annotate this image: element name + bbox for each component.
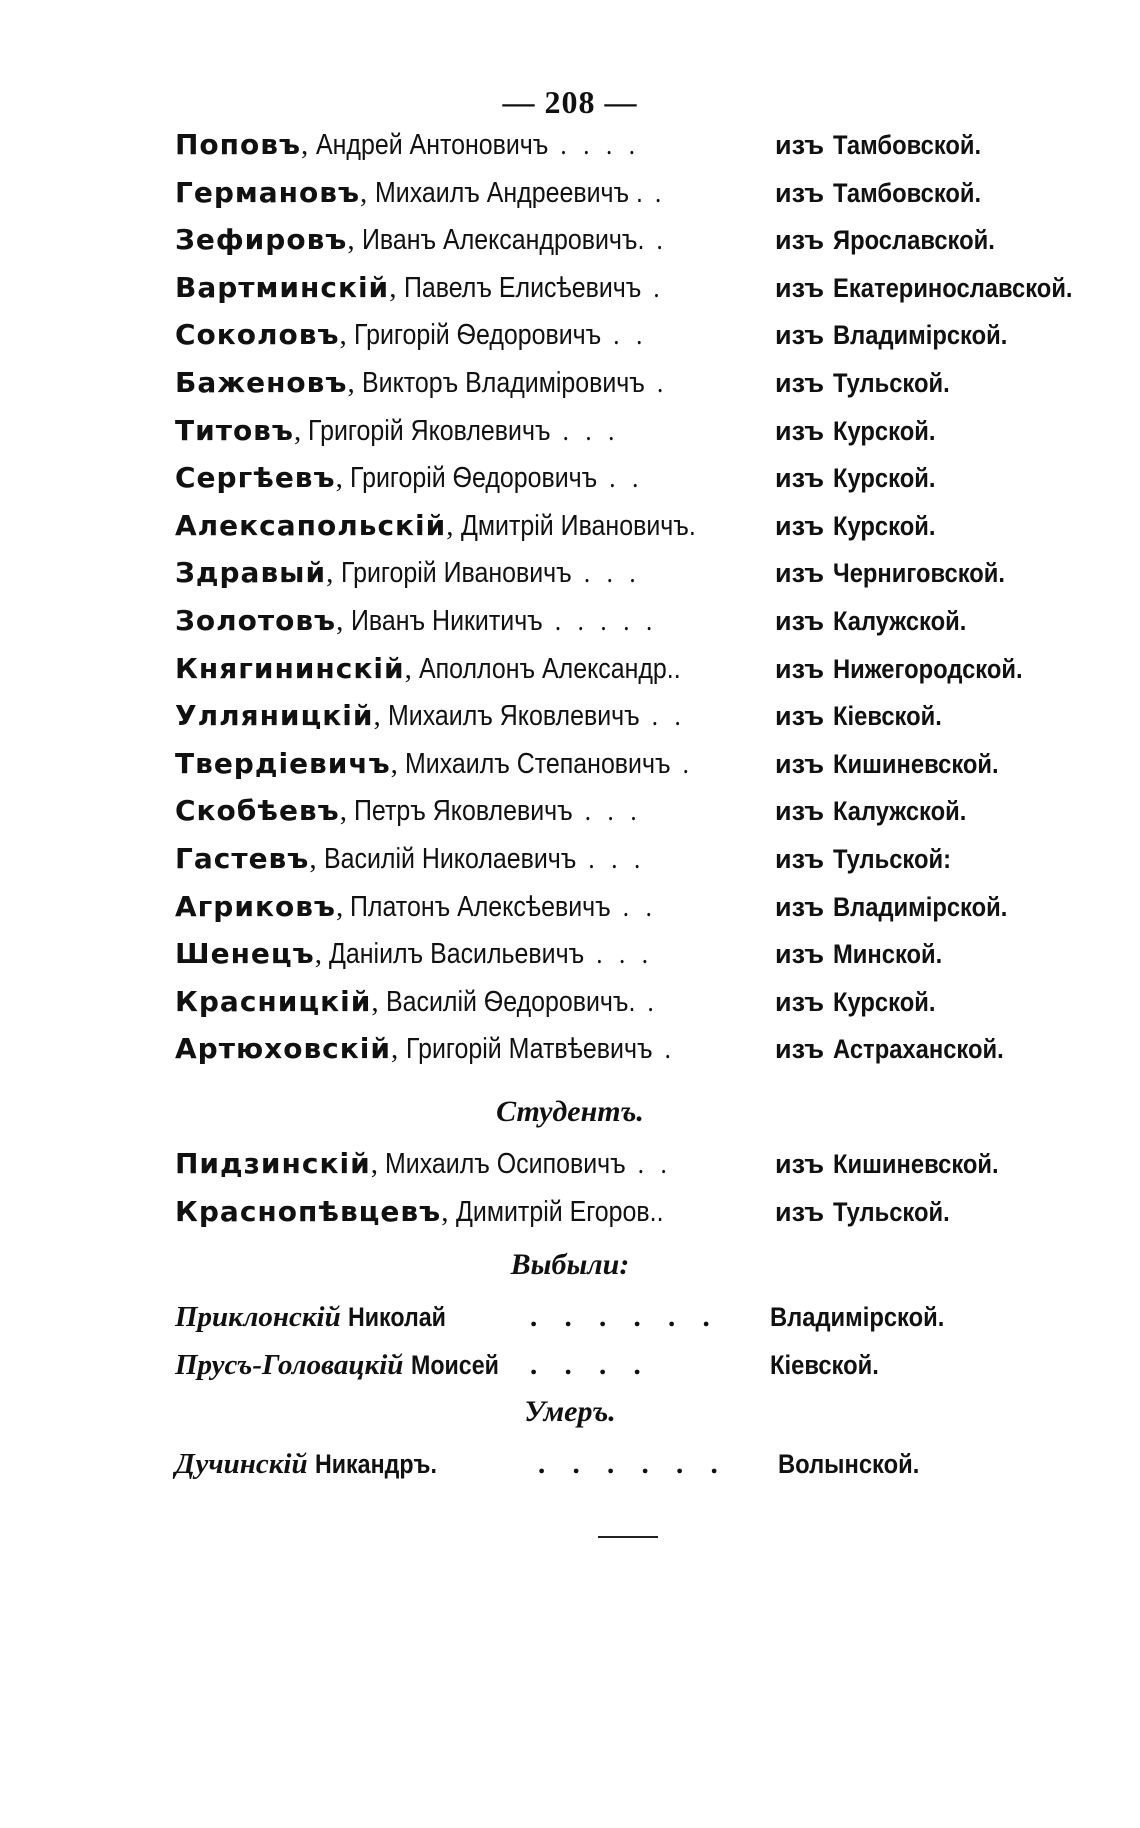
separator: , [390, 747, 406, 780]
list-item [175, 361, 950, 405]
surname: Вартминскій [175, 270, 390, 304]
given-name: Михаилъ Андреевичъ . [374, 176, 643, 209]
given-name: Василій Николаевичъ [323, 843, 577, 875]
surname: Скобѣевъ [175, 794, 340, 828]
province: Тульской. [833, 368, 950, 398]
separator [341, 1301, 348, 1333]
given-name-wrap [461, 504, 696, 548]
given-name: Николай [347, 1302, 446, 1332]
list-item [175, 742, 999, 786]
preposition: изъ [775, 558, 825, 589]
separator: , [373, 700, 389, 733]
leader-dots: . [656, 367, 669, 399]
preposition: изъ [775, 606, 825, 636]
list-item [175, 694, 942, 738]
given-name-wrap [362, 361, 668, 405]
province: Курской. [833, 463, 936, 494]
separator: , [309, 843, 324, 875]
province: Калужской. [833, 606, 967, 636]
province: Владимірской. [833, 320, 1008, 351]
surname: Гастевъ [175, 842, 310, 875]
given-name-wrap [341, 551, 641, 595]
list-item [175, 504, 936, 548]
page-number: — 208 — [502, 84, 638, 120]
surname: Княгининскій [175, 651, 405, 685]
given-name: Аполлонъ Александр.. [419, 652, 681, 685]
separator: , [371, 985, 386, 1018]
leader-dots: . . . [596, 938, 654, 971]
list-item [175, 1295, 945, 1339]
province: Курской. [833, 415, 936, 446]
separator [308, 1448, 315, 1480]
list-item [175, 1027, 1004, 1071]
surname: Титовъ [175, 413, 294, 447]
list-item [175, 1343, 879, 1387]
given-name-wrap [404, 266, 665, 310]
preposition: изъ [775, 748, 825, 779]
preposition: изъ [775, 653, 825, 684]
province: Тамбовской. [833, 177, 982, 208]
surname: Поповъ [175, 128, 302, 161]
leader-dots: . . . . . . [530, 1301, 720, 1333]
leader-dots: . . [637, 1148, 673, 1180]
surname: Алексапольскій [175, 508, 447, 542]
given-name: Платонъ Алексѣевичъ [350, 890, 612, 923]
province: Астраханской. [833, 1034, 1004, 1065]
separator: , [347, 224, 362, 257]
list-item [175, 885, 1008, 929]
list-item [175, 551, 1006, 595]
surname: Золотовъ [175, 604, 337, 637]
given-name: Даніилъ Васильевичъ [329, 938, 585, 971]
preposition: изъ [775, 986, 825, 1017]
surname: Зефировъ [175, 223, 348, 257]
leader-dots: . [647, 985, 659, 1018]
list-item [175, 409, 936, 453]
province: Черниговской. [833, 558, 1006, 589]
given-name-wrap [316, 123, 640, 167]
leader-dots: . . [651, 700, 686, 733]
given-name: Григорій Яковлевичъ [308, 414, 551, 447]
province: Тульской: [833, 844, 952, 874]
preposition: изъ [775, 130, 825, 160]
preposition: изъ [775, 415, 825, 446]
list-item [175, 1442, 920, 1486]
list-item [175, 932, 943, 976]
leader-dots: . [654, 176, 666, 209]
surname: Прусъ-Головацкій [175, 1349, 404, 1381]
preposition: изъ [775, 1034, 825, 1065]
preposition: изъ [775, 177, 825, 208]
leader-dots: . . [623, 890, 658, 923]
province: Кіевской. [833, 701, 942, 732]
given-name: Григорій Ѳедоровичъ [354, 319, 602, 352]
surname: Пидзинскій [175, 1147, 371, 1180]
leader-dots: . . . [563, 414, 621, 447]
closing-rule [598, 1536, 658, 1538]
separator: , [404, 652, 420, 685]
given-name-wrap [386, 980, 659, 1024]
surname: Красницкій [175, 984, 372, 1018]
given-name: Андрей Антоновичъ [315, 129, 548, 161]
separator: , [339, 319, 355, 352]
given-name: Иванъ Никитичъ [350, 605, 543, 637]
given-name-wrap [350, 885, 657, 929]
surname: Баженовъ [175, 366, 348, 399]
province: Тульской. [833, 1197, 950, 1227]
province: Тамбовской. [833, 130, 982, 160]
surname: Твердіевичъ [175, 746, 391, 780]
separator: , [335, 890, 351, 923]
surname: Шенецъ [175, 937, 315, 971]
province: Кіевской. [770, 1350, 879, 1380]
given-name-wrap [456, 1190, 664, 1234]
surname: Улляницкій [175, 699, 374, 733]
preposition: изъ [775, 320, 825, 351]
preposition: изъ [775, 844, 825, 874]
given-name: Григорій Ѳедоровичъ [350, 462, 598, 495]
given-name-wrap [354, 313, 647, 357]
given-name-wrap [419, 647, 681, 691]
preposition: изъ [775, 796, 825, 827]
leader-dots: . . . [583, 557, 641, 590]
given-name: Петръ Яковлевичъ [354, 795, 573, 828]
province: Ярославской. [833, 225, 995, 256]
leader-dots: . . . . . [554, 605, 657, 637]
list-item [175, 599, 967, 643]
separator: , [301, 129, 316, 161]
list-item [175, 123, 982, 167]
given-name: Василій Ѳедоровичъ. [385, 985, 636, 1018]
separator: , [389, 271, 404, 304]
province: Волынской. [778, 1449, 920, 1479]
given-name-wrap [388, 694, 686, 738]
list-item [175, 1142, 999, 1186]
separator: , [360, 176, 375, 209]
separator: , [441, 1196, 456, 1228]
separator: , [326, 557, 341, 590]
separator [403, 1349, 410, 1381]
province: Кишиневской. [833, 748, 999, 779]
given-name: Григорій Матвѣевичъ [405, 1033, 653, 1066]
list-item [175, 218, 995, 262]
leader-dots: . . [609, 462, 644, 495]
given-name: Михаилъ Осиповичъ [385, 1148, 626, 1180]
given-name-wrap [362, 218, 668, 262]
preposition: изъ [775, 368, 825, 398]
given-name: Михаилъ Степановичъ [405, 747, 671, 780]
province: Владимірской. [770, 1302, 945, 1332]
separator: , [339, 795, 355, 828]
leader-dots: . [664, 1033, 676, 1066]
separator: , [293, 414, 309, 447]
given-name: Викторъ Владиміровичъ [361, 367, 645, 399]
given-name-wrap [351, 599, 657, 643]
list-item [175, 837, 952, 881]
province: Минской. [833, 939, 943, 970]
preposition: изъ [775, 463, 825, 494]
preposition: изъ [775, 1149, 825, 1179]
given-name: Моисей [410, 1350, 499, 1380]
given-name: Дмитрій Ивановичъ. [460, 509, 696, 542]
given-name: Димитрій Егоров.. [455, 1196, 664, 1228]
given-name-wrap [406, 1027, 676, 1071]
separator: , [370, 1148, 386, 1180]
province: Нижегородской. [833, 653, 1023, 684]
leader-dots: . [682, 747, 695, 780]
given-name: Григорій Ивановичъ [340, 557, 572, 590]
province: Курской. [833, 986, 936, 1017]
leader-dots: . [653, 271, 665, 304]
leader-dots: . . . . [530, 1349, 651, 1381]
given-name-wrap [375, 171, 666, 215]
given-name: Никандръ. [314, 1449, 437, 1479]
province: Курской. [833, 510, 936, 541]
separator: , [391, 1033, 406, 1066]
preposition: изъ [775, 891, 825, 922]
preposition: изъ [775, 939, 825, 970]
surname: Соколовъ [175, 318, 340, 352]
preposition: изъ [775, 510, 825, 541]
leader-dots: . [656, 224, 668, 257]
given-name-wrap [350, 456, 643, 500]
given-name-wrap [354, 789, 642, 833]
given-name-wrap [329, 932, 653, 976]
separator: , [347, 367, 362, 399]
list-item [175, 647, 1023, 691]
separator: , [314, 938, 330, 971]
leader-dots: . . [613, 319, 648, 352]
given-name-wrap [385, 1142, 672, 1186]
list-item [175, 266, 1073, 310]
surname: Приклонскій [175, 1301, 341, 1333]
surname: Артюховскій [175, 1032, 391, 1066]
separator: , [446, 509, 461, 542]
given-name: Павелъ Елисѣевичъ [403, 271, 642, 304]
list-item [175, 171, 982, 215]
list-item [175, 789, 967, 833]
separator: , [336, 605, 351, 637]
list-item [175, 980, 936, 1024]
surname: Агриковъ [175, 889, 336, 923]
given-name: Иванъ Александровичъ. [361, 224, 645, 257]
province: Кишиневской. [833, 1149, 999, 1179]
heading-student: Студентъ. [496, 1095, 644, 1128]
heading-died: Умеръ. [524, 1395, 616, 1428]
list-item [175, 313, 1008, 357]
surname: Сергѣевъ [175, 461, 336, 495]
surname: Здравый [175, 556, 327, 590]
leader-dots: . . . . [559, 129, 640, 161]
preposition: изъ [775, 701, 825, 732]
surname: Краснопѣвцевъ [175, 1195, 442, 1228]
preposition: изъ [775, 272, 825, 303]
leader-dots: . . . . . . [538, 1448, 728, 1480]
given-name-wrap [324, 837, 645, 881]
province: Владимірской. [833, 891, 1008, 922]
list-item [175, 456, 936, 500]
leader-dots: . . . [588, 843, 646, 875]
given-name-wrap [405, 742, 694, 786]
heading-left: Выбыли: [510, 1248, 630, 1281]
leader-dots: . . . [584, 795, 642, 828]
preposition: изъ [775, 225, 825, 256]
surname: Германовъ [175, 175, 360, 209]
list-item [175, 1190, 950, 1234]
province: Калужской. [833, 796, 967, 827]
surname: Дучинскій [175, 1448, 308, 1480]
given-name-wrap [308, 409, 620, 453]
province: Екатеринославской. [833, 272, 1073, 303]
given-name: Михаилъ Яковлевичъ [388, 700, 640, 733]
preposition: изъ [775, 1197, 825, 1227]
separator: , [335, 462, 351, 495]
